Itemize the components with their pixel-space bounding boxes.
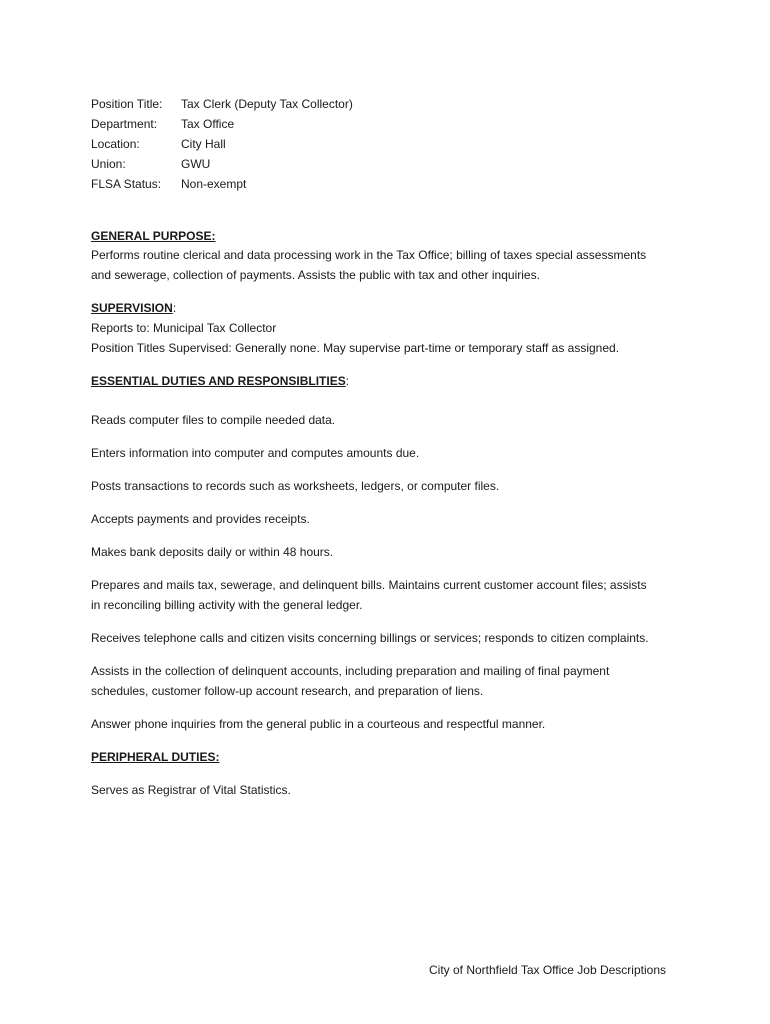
essential-duties-heading: ESSENTIAL DUTIES AND RESPONSIBLITIES	[91, 374, 346, 388]
duty-item: Answer phone inquiries from the general public in a courteous and respectful manner.	[91, 717, 546, 731]
general-purpose-heading: GENERAL PURPOSE:	[91, 229, 216, 243]
position-title-label: Position Title:	[91, 97, 163, 111]
positions-supervised-line: Position Titles Supervised: Generally none. May supervise part-time or temporary staff as assigned.	[91, 341, 620, 355]
duty-item: Receives telephone calls and citizen visits concerning billings or services; responds to citizen complaints.	[91, 631, 649, 645]
essential-duties-heading-line	[91, 371, 349, 391]
essential-duties-heading-colon: :	[345, 374, 350, 388]
duty-item: Accepts payments and provides receipts.	[91, 512, 310, 526]
general-purpose-line-1: Performs routine clerical and data processing work in the Tax Office; billing of taxes special assessments	[91, 248, 647, 262]
peripheral-duties-heading: PERIPHERAL DUTIES:	[91, 750, 220, 764]
reports-to-line: Reports to: Municipal Tax Collector	[91, 321, 277, 335]
duty-item: Assists in the collection of delinquent accounts, including preparation and mailing of final payment	[91, 664, 610, 678]
duty-item: Makes bank deposits daily or within 48 hours.	[91, 545, 334, 559]
duty-item: Prepares and mails tax, sewerage, and delinquent bills. Maintains current customer account files; assists	[91, 578, 647, 592]
position-title-row	[91, 94, 353, 114]
flsa-status-value: Non-exempt	[181, 177, 247, 191]
flsa-status-label: FLSA Status:	[91, 177, 162, 191]
union-label: Union:	[91, 157, 126, 171]
location-row	[91, 134, 353, 154]
duty-item-continuation: schedules, customer follow-up account research, and preparation of liens.	[91, 684, 484, 698]
page-footer: City of Northfield Tax Office Job Descriptions	[429, 963, 666, 977]
position-title-value: Tax Clerk (Deputy Tax Collector)	[181, 97, 353, 111]
duty-item: Enters information into computer and computes amounts due.	[91, 446, 420, 460]
duty-item: Posts transactions to records such as worksheets, ledgers, or computer files.	[91, 479, 500, 493]
location-value: City Hall	[181, 137, 226, 151]
supervision-heading: SUPERVISION	[91, 301, 173, 315]
supervision-heading-colon: :	[172, 301, 177, 315]
duty-item-continuation: in reconciling billing activity with the general ledger.	[91, 598, 363, 612]
union-value: GWU	[181, 157, 211, 171]
flsa-status-row	[91, 174, 353, 194]
department-value: Tax Office	[181, 117, 235, 131]
peripheral-duty-item: Serves as Registrar of Vital Statistics.	[91, 783, 291, 797]
position-info-table	[91, 94, 353, 194]
union-row	[91, 154, 353, 174]
location-label: Location:	[91, 137, 140, 151]
general-purpose-line-2: and sewerage, collection of payments. Assists the public with tax and other inquiries.	[91, 268, 540, 282]
supervision-heading-line	[91, 298, 176, 318]
department-row	[91, 114, 353, 134]
duty-item: Reads computer files to compile needed data.	[91, 413, 336, 427]
department-label: Department:	[91, 117, 158, 131]
